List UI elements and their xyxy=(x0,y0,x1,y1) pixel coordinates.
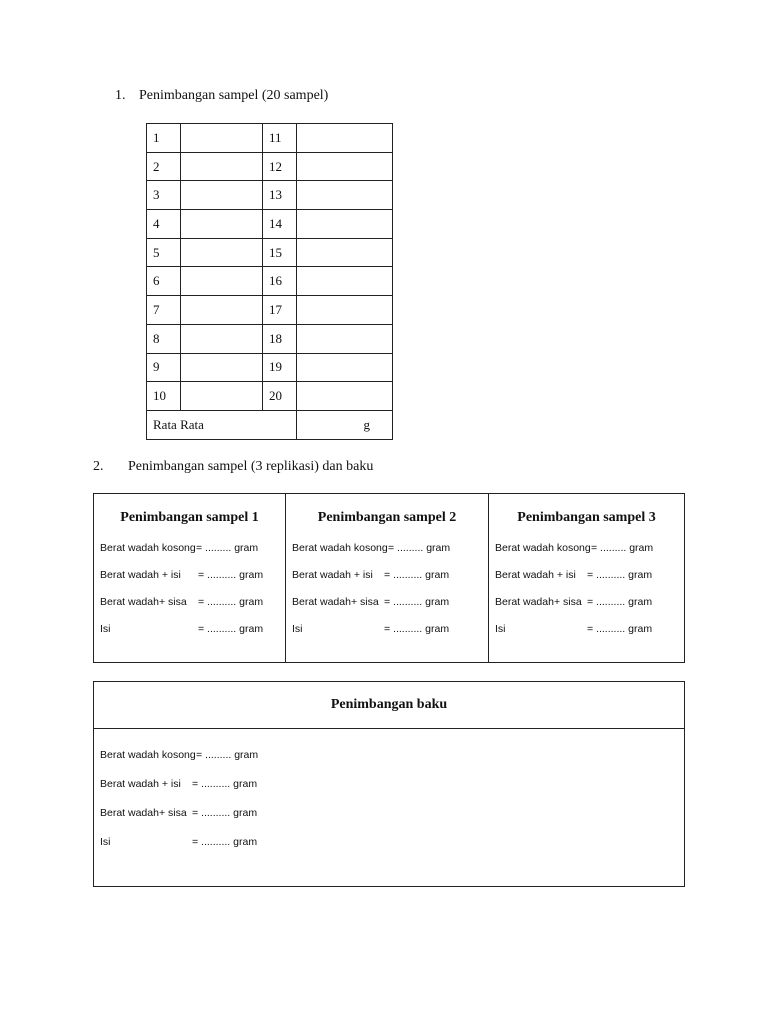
sample-number-cell: 7 xyxy=(147,296,181,325)
replicate-column xyxy=(94,494,285,662)
table-row xyxy=(147,210,393,239)
weighing-line-value: = ......... gram xyxy=(591,542,654,554)
weighing-line-label: Isi xyxy=(100,623,111,635)
sample-weight-cell xyxy=(297,296,393,325)
sample-number-cell: 9 xyxy=(147,353,181,382)
sample-weight-cell xyxy=(181,324,263,353)
weighing-line xyxy=(292,623,450,635)
table-row xyxy=(147,181,393,210)
sample-weight-cell xyxy=(297,353,393,382)
weighing-line-value: = .......... gram xyxy=(198,623,264,635)
weighing-line-value: = .......... gram xyxy=(192,807,258,819)
section-2-title: Penimbangan sampel (3 replikasi) dan baku xyxy=(128,459,374,474)
weighing-line xyxy=(292,542,451,554)
weighing-line-label: Berat wadah kosong xyxy=(292,542,388,554)
replicate-heading: Penimbangan sampel 2 xyxy=(317,510,457,525)
sample-weight-cell xyxy=(181,267,263,296)
sample-number-cell: 19 xyxy=(263,353,297,382)
weighing-line xyxy=(100,623,264,635)
sample-weight-cell xyxy=(181,238,263,267)
sample-number-cell: 4 xyxy=(147,210,181,239)
table-row xyxy=(147,152,393,181)
table-row xyxy=(147,324,393,353)
weighing-line-value: = ......... gram xyxy=(196,749,259,761)
table-row xyxy=(147,238,393,267)
table-row xyxy=(147,353,393,382)
table-row xyxy=(147,296,393,325)
standard-weighing-line xyxy=(100,836,258,848)
weighing-line-label: Berat wadah kosong xyxy=(100,542,196,554)
weighing-line-value: = .......... gram xyxy=(384,623,450,635)
sample-weight-cell xyxy=(297,382,393,411)
weighing-line-value: = ......... gram xyxy=(196,542,259,554)
sample-number-cell: 3 xyxy=(147,181,181,210)
sample-weight-cell xyxy=(297,210,393,239)
sample-weight-cell xyxy=(297,124,393,153)
standard-weighing-table xyxy=(93,681,685,887)
sample-weight-cell xyxy=(297,238,393,267)
sample-weight-cell xyxy=(297,152,393,181)
sample-number-cell: 16 xyxy=(263,267,297,296)
weighing-line-label: Berat wadah + isi xyxy=(495,569,576,581)
sample-number-cell: 8 xyxy=(147,324,181,353)
sample-weight-cell xyxy=(181,296,263,325)
weighing-line-value: = .......... gram xyxy=(587,569,653,581)
weighing-line-label: Berat wadah+ sisa xyxy=(100,596,187,608)
sample-number-cell: 12 xyxy=(263,152,297,181)
weighing-line-value: = .......... gram xyxy=(384,596,450,608)
sample-number-cell: 10 xyxy=(147,382,181,411)
replicate-column xyxy=(488,494,684,662)
weighing-line-label: Isi xyxy=(292,623,303,635)
sample-number-cell: 18 xyxy=(263,324,297,353)
weighing-line xyxy=(495,542,654,554)
weighing-line-value: = .......... gram xyxy=(198,596,264,608)
sample-weight-cell xyxy=(297,267,393,296)
weighing-line xyxy=(495,569,653,581)
sample-number-cell: 13 xyxy=(263,181,297,210)
sample-weight-cell xyxy=(181,152,263,181)
weighing-line-value: = .......... gram xyxy=(587,596,653,608)
weighing-line-label: Berat wadah kosong xyxy=(100,749,196,761)
sample-number-cell: 17 xyxy=(263,296,297,325)
weighing-line xyxy=(495,596,653,608)
weighing-line xyxy=(292,569,450,581)
weighing-line xyxy=(100,596,264,608)
sample-number-cell: 11 xyxy=(263,124,297,153)
sample-weight-table xyxy=(146,123,393,440)
weighing-line-value: = .......... gram xyxy=(192,836,258,848)
weighing-line-label: Berat wadah+ sisa xyxy=(100,807,187,819)
sample-number-cell: 14 xyxy=(263,210,297,239)
weighing-line-value: = .......... gram xyxy=(384,569,450,581)
table-row xyxy=(147,382,393,411)
weighing-line xyxy=(495,623,653,635)
average-unit: g xyxy=(297,410,393,439)
weighing-line-label: Berat wadah+ sisa xyxy=(495,596,582,608)
weighing-line-value: = .......... gram xyxy=(192,778,258,790)
sample-number-cell: 6 xyxy=(147,267,181,296)
weighing-line-label: Berat wadah + isi xyxy=(292,569,373,581)
standard-weighing-line xyxy=(100,778,258,790)
standard-weighing-heading: Penimbangan baku xyxy=(94,682,684,729)
sample-number-cell: 2 xyxy=(147,152,181,181)
weighing-line xyxy=(100,569,264,581)
sample-weight-cell xyxy=(297,324,393,353)
replicate-column xyxy=(285,494,488,662)
sample-weight-cell xyxy=(181,210,263,239)
sample-weight-cell xyxy=(297,181,393,210)
average-row xyxy=(147,410,393,439)
table-row xyxy=(147,124,393,153)
weighing-line xyxy=(100,542,259,554)
average-label: Rata Rata xyxy=(147,410,297,439)
section-2-number: 2. xyxy=(93,459,104,474)
weighing-line-label: Berat wadah kosong xyxy=(495,542,591,554)
weighing-line-label: Isi xyxy=(495,623,506,635)
weighing-line-value: = .......... gram xyxy=(198,569,264,581)
replicate-heading: Penimbangan sampel 3 xyxy=(517,510,656,525)
sample-weight-cell xyxy=(181,181,263,210)
sample-weight-cell xyxy=(181,124,263,153)
weighing-line-label: Berat wadah + isi xyxy=(100,778,181,790)
standard-weighing-line xyxy=(100,807,258,819)
weighing-line-label: Isi xyxy=(100,836,111,848)
section-1-number: 1. xyxy=(115,88,126,103)
sample-number-cell: 5 xyxy=(147,238,181,267)
weighing-line-label: Berat wadah + isi xyxy=(100,569,181,581)
sample-weight-cell xyxy=(181,353,263,382)
sample-number-cell: 20 xyxy=(263,382,297,411)
sample-number-cell: 1 xyxy=(147,124,181,153)
replicate-weighing-table xyxy=(93,493,685,663)
weighing-line xyxy=(292,596,450,608)
weighing-line-label: Berat wadah+ sisa xyxy=(292,596,379,608)
standard-weighing-line xyxy=(100,749,259,761)
section-1-title: Penimbangan sampel (20 sampel) xyxy=(139,88,329,103)
sample-number-cell: 15 xyxy=(263,238,297,267)
weighing-line-value: = .......... gram xyxy=(587,623,653,635)
replicate-heading: Penimbangan sampel 1 xyxy=(120,510,259,525)
table-row xyxy=(147,267,393,296)
weighing-line-value: = ......... gram xyxy=(388,542,451,554)
sample-weight-cell xyxy=(181,382,263,411)
